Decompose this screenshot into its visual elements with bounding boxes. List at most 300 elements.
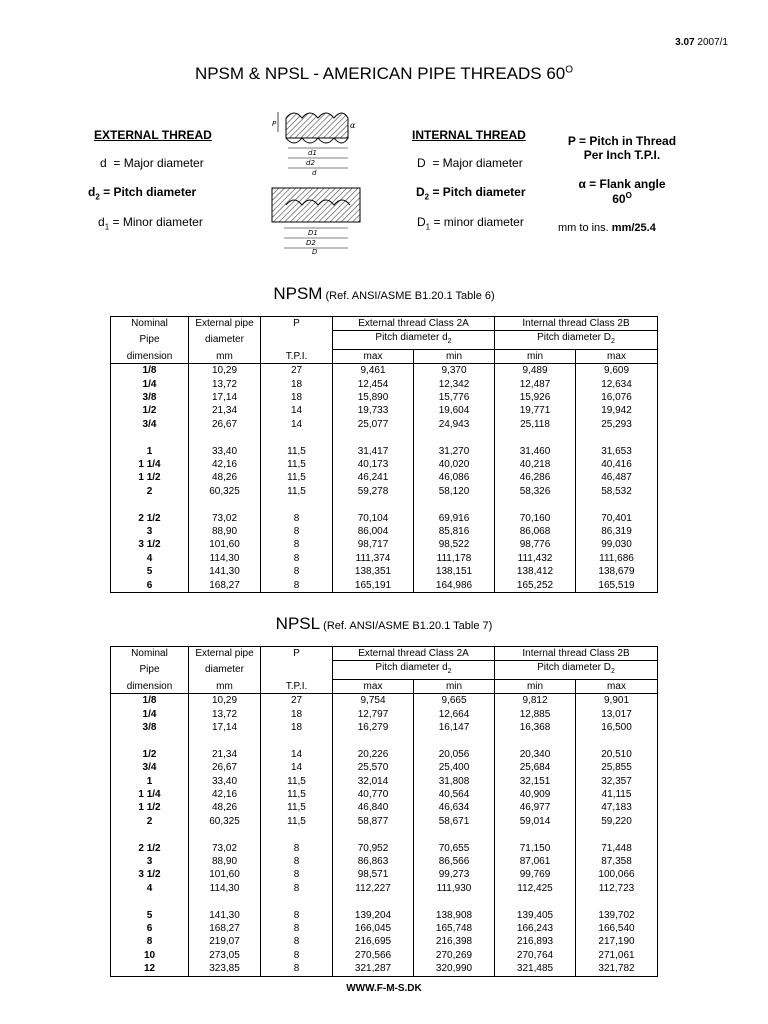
table-row bbox=[111, 815, 658, 828]
table-cell: 86,566 bbox=[414, 855, 495, 868]
table-cell: 270,269 bbox=[414, 949, 495, 962]
header-p: P bbox=[261, 317, 333, 331]
external-thread-heading: EXTERNAL THREAD bbox=[94, 128, 212, 142]
int-pitch-sub: 2 bbox=[611, 338, 615, 346]
table-row bbox=[111, 922, 658, 935]
def-major-diameter-int bbox=[417, 156, 523, 170]
table-row bbox=[111, 775, 658, 788]
pitch-note-line1: P = Pitch in Thread bbox=[567, 134, 677, 148]
table-cell: 85,816 bbox=[414, 525, 495, 538]
table-cell: 14 bbox=[261, 748, 333, 761]
table-spacer-row bbox=[111, 828, 658, 841]
table-cell bbox=[111, 828, 189, 841]
table-cell: 8 bbox=[261, 552, 333, 565]
table-cell: 1 1/2 bbox=[111, 801, 189, 814]
alpha-symbol: α bbox=[578, 177, 586, 191]
def-text: = Major diameter bbox=[425, 156, 523, 170]
table-cell: 8 bbox=[261, 868, 333, 881]
table-cell: 12,454 bbox=[333, 378, 414, 391]
header-ext-min: min bbox=[414, 679, 495, 693]
def-pitch-diameter-int bbox=[416, 185, 526, 201]
table-cell: 111,432 bbox=[495, 552, 576, 565]
table-cell: 98,522 bbox=[414, 538, 495, 551]
table-cell bbox=[111, 734, 189, 747]
table-cell: 111,686 bbox=[576, 552, 658, 565]
table-cell: 13,72 bbox=[189, 378, 261, 391]
table-cell: 9,609 bbox=[576, 364, 658, 378]
table-row bbox=[111, 949, 658, 962]
int-pitch-sub: 2 bbox=[611, 668, 615, 676]
table-cell bbox=[495, 431, 576, 444]
table-cell: 9,901 bbox=[576, 694, 658, 708]
header-tpi: T.P.I. bbox=[261, 349, 333, 363]
table-cell: 101,60 bbox=[189, 538, 261, 551]
external-thread-drawing bbox=[272, 112, 356, 177]
table-cell: 31,460 bbox=[495, 445, 576, 458]
page-number: 3.07 bbox=[675, 37, 695, 48]
table-cell bbox=[495, 828, 576, 841]
page-title bbox=[0, 64, 768, 84]
table-cell: 8 bbox=[261, 579, 333, 593]
table-row bbox=[111, 694, 658, 708]
table-row bbox=[111, 868, 658, 881]
table-cell bbox=[333, 431, 414, 444]
table-cell: 10,29 bbox=[189, 364, 261, 378]
table-cell: 2 bbox=[111, 815, 189, 828]
table-row bbox=[111, 748, 658, 761]
ext-pitch-label: Pitch diameter d bbox=[375, 662, 448, 674]
table-row bbox=[111, 935, 658, 948]
table-cell: 8 bbox=[261, 512, 333, 525]
table-cell: 26,67 bbox=[189, 418, 261, 431]
table-cell: 9,370 bbox=[414, 364, 495, 378]
table-cell: 31,270 bbox=[414, 445, 495, 458]
table-cell: 15,926 bbox=[495, 391, 576, 404]
table-cell: 17,14 bbox=[189, 721, 261, 734]
table-cell: 58,120 bbox=[414, 485, 495, 498]
int-pitch-label: Pitch diameter D bbox=[537, 662, 611, 674]
table-cell: 1/2 bbox=[111, 404, 189, 417]
table-cell: 10,29 bbox=[189, 694, 261, 708]
table-cell: 5 bbox=[111, 565, 189, 578]
table-cell bbox=[261, 498, 333, 511]
table-cell bbox=[414, 498, 495, 511]
table-cell bbox=[111, 498, 189, 511]
npsl-section-title bbox=[0, 614, 768, 634]
table-spacer-row bbox=[111, 431, 658, 444]
table-cell: 40,218 bbox=[495, 458, 576, 471]
table-cell: 216,893 bbox=[495, 935, 576, 948]
table-cell: 19,771 bbox=[495, 404, 576, 417]
table-cell: 321,287 bbox=[333, 962, 414, 976]
table-cell: 3/8 bbox=[111, 721, 189, 734]
table-cell bbox=[576, 498, 658, 511]
sub: 2 bbox=[424, 192, 430, 202]
table-cell: 70,952 bbox=[333, 842, 414, 855]
def-text: = Major diameter bbox=[106, 156, 204, 170]
table-row bbox=[111, 761, 658, 774]
table-cell: 32,151 bbox=[495, 775, 576, 788]
table-cell bbox=[333, 895, 414, 908]
diagram-label-d: d bbox=[312, 169, 317, 177]
table-cell: 59,014 bbox=[495, 815, 576, 828]
table-row bbox=[111, 525, 658, 538]
header-int-pitch bbox=[495, 661, 658, 679]
table-cell: 166,540 bbox=[576, 922, 658, 935]
table-row bbox=[111, 721, 658, 734]
table-row bbox=[111, 909, 658, 922]
internal-thread-heading: INTERNAL THREAD bbox=[412, 128, 526, 142]
header-external-pipe: External pipe bbox=[189, 647, 261, 661]
table-row bbox=[111, 538, 658, 551]
header-int-min: min bbox=[495, 679, 576, 693]
table-cell: 98,717 bbox=[333, 538, 414, 551]
table-cell: 5 bbox=[111, 909, 189, 922]
table-cell: 48,26 bbox=[189, 471, 261, 484]
table-cell: 21,34 bbox=[189, 748, 261, 761]
diagram-label-alpha: α bbox=[350, 121, 356, 130]
table-cell: 8 bbox=[261, 565, 333, 578]
table-cell: 10 bbox=[111, 949, 189, 962]
table-cell: 16,500 bbox=[576, 721, 658, 734]
table-cell: 48,26 bbox=[189, 801, 261, 814]
table-cell: 9,812 bbox=[495, 694, 576, 708]
table-cell: 58,532 bbox=[576, 485, 658, 498]
table-cell bbox=[189, 431, 261, 444]
table-cell: 166,045 bbox=[333, 922, 414, 935]
table-cell: 217,190 bbox=[576, 935, 658, 948]
flank-angle-line2 bbox=[552, 191, 692, 206]
table-cell: 165,519 bbox=[576, 579, 658, 593]
table-cell bbox=[333, 734, 414, 747]
table-cell: 87,061 bbox=[495, 855, 576, 868]
header-int-pitch bbox=[495, 331, 658, 349]
table-cell: 1/8 bbox=[111, 364, 189, 378]
table-cell: 70,160 bbox=[495, 512, 576, 525]
table-cell: 26,67 bbox=[189, 761, 261, 774]
degree-sign: O bbox=[625, 191, 632, 200]
table-cell: 8 bbox=[261, 922, 333, 935]
table-cell: 11,5 bbox=[261, 445, 333, 458]
table-cell: 3 bbox=[111, 525, 189, 538]
table-cell: 21,34 bbox=[189, 404, 261, 417]
table-cell bbox=[495, 895, 576, 908]
header-external-pipe: diameter bbox=[189, 661, 261, 679]
table-cell: 1 bbox=[111, 445, 189, 458]
ext-pitch-sub: 2 bbox=[447, 668, 452, 676]
header-int-max: max bbox=[576, 349, 658, 363]
table-cell: 11,5 bbox=[261, 471, 333, 484]
table-row bbox=[111, 552, 658, 565]
table-cell: 40,416 bbox=[576, 458, 658, 471]
table-cell bbox=[189, 895, 261, 908]
int-pitch-label: Pitch diameter D bbox=[537, 332, 611, 344]
sym-D1: D bbox=[417, 215, 426, 229]
table-row bbox=[111, 445, 658, 458]
table-cell: 15,890 bbox=[333, 391, 414, 404]
table-cell: 165,252 bbox=[495, 579, 576, 593]
table-cell: 138,151 bbox=[414, 565, 495, 578]
table-cell: 19,942 bbox=[576, 404, 658, 417]
header-nominal: Pipe bbox=[111, 661, 189, 679]
table-cell: 165,748 bbox=[414, 922, 495, 935]
header-external-class: External thread Class 2A bbox=[333, 647, 495, 661]
npsl-table bbox=[110, 646, 658, 977]
table-cell: 114,30 bbox=[189, 882, 261, 895]
table-cell: 73,02 bbox=[189, 842, 261, 855]
table-cell: 3/4 bbox=[111, 761, 189, 774]
def-text: = Pitch diameter bbox=[99, 185, 197, 199]
table-cell: 100,066 bbox=[576, 868, 658, 881]
table-cell bbox=[111, 895, 189, 908]
table-cell: 4 bbox=[111, 552, 189, 565]
table-cell: 98,571 bbox=[333, 868, 414, 881]
table-cell: 42,16 bbox=[189, 458, 261, 471]
table-cell: 8 bbox=[261, 962, 333, 976]
sym-D: D bbox=[417, 156, 426, 170]
table-cell: 12,342 bbox=[414, 378, 495, 391]
table-cell: 323,85 bbox=[189, 962, 261, 976]
page-title-degree: O bbox=[565, 64, 574, 76]
table-cell: 16,147 bbox=[414, 721, 495, 734]
table-cell: 3/8 bbox=[111, 391, 189, 404]
table-cell: 20,226 bbox=[333, 748, 414, 761]
table-cell: 25,400 bbox=[414, 761, 495, 774]
table-cell: 16,279 bbox=[333, 721, 414, 734]
table-cell: 46,286 bbox=[495, 471, 576, 484]
table-cell: 270,566 bbox=[333, 949, 414, 962]
table-cell: 141,30 bbox=[189, 909, 261, 922]
header-ext-min: min bbox=[414, 349, 495, 363]
flank-angle-note bbox=[552, 177, 692, 206]
table-cell: 14 bbox=[261, 404, 333, 417]
header-external-pipe: mm bbox=[189, 349, 261, 363]
table-cell: 11,5 bbox=[261, 788, 333, 801]
table-cell: 25,855 bbox=[576, 761, 658, 774]
table-cell: 46,241 bbox=[333, 471, 414, 484]
table-cell: 1/4 bbox=[111, 708, 189, 721]
table-cell: 216,695 bbox=[333, 935, 414, 948]
header-int-min: min bbox=[495, 349, 576, 363]
table-cell: 17,14 bbox=[189, 391, 261, 404]
npsl-reference: (Ref. ANSI/ASME B1.20.1 Table 7) bbox=[320, 620, 493, 632]
table-cell: 46,634 bbox=[414, 801, 495, 814]
table-cell: 18 bbox=[261, 378, 333, 391]
table-cell: 8 bbox=[261, 842, 333, 855]
table-cell: 60,325 bbox=[189, 485, 261, 498]
npsl-title: NPSL bbox=[275, 614, 321, 633]
table-cell: 25,118 bbox=[495, 418, 576, 431]
diagram-label-d2: d2 bbox=[306, 159, 315, 167]
sym-d: d bbox=[100, 156, 107, 170]
def-major-diameter-ext bbox=[100, 156, 204, 170]
table-cell: 111,930 bbox=[414, 882, 495, 895]
table-cell bbox=[576, 828, 658, 841]
table-cell: 11,5 bbox=[261, 801, 333, 814]
table-cell: 8 bbox=[261, 525, 333, 538]
table-cell: 46,977 bbox=[495, 801, 576, 814]
table-cell: 12,797 bbox=[333, 708, 414, 721]
table-cell: 73,02 bbox=[189, 512, 261, 525]
table-cell: 9,754 bbox=[333, 694, 414, 708]
def-text: = minor diameter bbox=[430, 215, 524, 229]
def-text: = Minor diameter bbox=[109, 215, 203, 229]
table-cell: 3 1/2 bbox=[111, 868, 189, 881]
table-row bbox=[111, 842, 658, 855]
table-cell: 31,808 bbox=[414, 775, 495, 788]
mm-text: mm to ins. bbox=[558, 222, 612, 234]
header-external-pipe: mm bbox=[189, 679, 261, 693]
table-row bbox=[111, 882, 658, 895]
header-nominal: dimension bbox=[111, 679, 189, 693]
table-cell: 59,278 bbox=[333, 485, 414, 498]
table-cell: 71,150 bbox=[495, 842, 576, 855]
flank-angle-line1 bbox=[552, 177, 692, 191]
table-spacer-row bbox=[111, 895, 658, 908]
table-cell: 16,076 bbox=[576, 391, 658, 404]
table-cell: 168,27 bbox=[189, 922, 261, 935]
table-cell: 99,273 bbox=[414, 868, 495, 881]
table-cell: 58,877 bbox=[333, 815, 414, 828]
table-cell bbox=[261, 734, 333, 747]
table-cell: 8 bbox=[261, 909, 333, 922]
header-p-blank bbox=[261, 661, 333, 679]
npsm-title: NPSM bbox=[273, 284, 323, 303]
table-cell: 47,183 bbox=[576, 801, 658, 814]
page-date: 2007/1 bbox=[697, 37, 728, 48]
header-int-max: max bbox=[576, 679, 658, 693]
table-cell: 138,679 bbox=[576, 565, 658, 578]
header-nominal: Nominal bbox=[111, 317, 189, 331]
table-cell: 112,227 bbox=[333, 882, 414, 895]
table-cell: 71,448 bbox=[576, 842, 658, 855]
table-cell: 4 bbox=[111, 882, 189, 895]
table-cell: 27 bbox=[261, 364, 333, 378]
table-cell: 9,489 bbox=[495, 364, 576, 378]
npsm-section-title bbox=[0, 284, 768, 304]
diagram-label-p: P bbox=[272, 120, 277, 128]
table-cell: 18 bbox=[261, 391, 333, 404]
table-row bbox=[111, 391, 658, 404]
table-cell: 1/4 bbox=[111, 378, 189, 391]
table-cell: 40,564 bbox=[414, 788, 495, 801]
table-cell: 11,5 bbox=[261, 775, 333, 788]
table-cell: 320,990 bbox=[414, 962, 495, 976]
table-row bbox=[111, 404, 658, 417]
table-cell bbox=[189, 828, 261, 841]
table-cell: 8 bbox=[261, 935, 333, 948]
header-ext-max: max bbox=[333, 679, 414, 693]
def-text: = Pitch diameter bbox=[429, 185, 526, 199]
table-cell: 8 bbox=[261, 949, 333, 962]
table-cell: 219,07 bbox=[189, 935, 261, 948]
table-cell: 27 bbox=[261, 694, 333, 708]
table-cell: 271,061 bbox=[576, 949, 658, 962]
table-cell: 86,863 bbox=[333, 855, 414, 868]
table-cell: 40,909 bbox=[495, 788, 576, 801]
table-cell: 1/8 bbox=[111, 694, 189, 708]
table-cell: 24,943 bbox=[414, 418, 495, 431]
table-row bbox=[111, 418, 658, 431]
diagram-label-d1: d1 bbox=[308, 149, 317, 157]
table-cell: 12,487 bbox=[495, 378, 576, 391]
header-internal-class: Internal thread Class 2B bbox=[495, 647, 658, 661]
table-cell: 42,16 bbox=[189, 788, 261, 801]
table-cell: 58,326 bbox=[495, 485, 576, 498]
ext-pitch-label: Pitch diameter d bbox=[375, 332, 448, 344]
table-cell bbox=[414, 895, 495, 908]
table-cell: 13,017 bbox=[576, 708, 658, 721]
table-cell: 58,671 bbox=[414, 815, 495, 828]
table-cell: 216,398 bbox=[414, 935, 495, 948]
table-cell: 3 1/2 bbox=[111, 538, 189, 551]
table-cell: 59,220 bbox=[576, 815, 658, 828]
table-cell bbox=[333, 828, 414, 841]
table-cell: 112,425 bbox=[495, 882, 576, 895]
table-cell: 2 bbox=[111, 485, 189, 498]
internal-thread-drawing bbox=[272, 188, 360, 254]
sym-D2: D bbox=[416, 185, 425, 199]
table-cell: 166,243 bbox=[495, 922, 576, 935]
header-nominal: Pipe bbox=[111, 331, 189, 349]
table-cell: 25,077 bbox=[333, 418, 414, 431]
header-p-blank bbox=[261, 331, 333, 349]
table-row bbox=[111, 788, 658, 801]
table-cell: 1 1/4 bbox=[111, 458, 189, 471]
table-cell: 12 bbox=[111, 962, 189, 976]
diagram-label-D1: D1 bbox=[308, 229, 318, 237]
table-cell: 20,056 bbox=[414, 748, 495, 761]
table-cell: 1 bbox=[111, 775, 189, 788]
table-cell: 40,173 bbox=[333, 458, 414, 471]
table-cell: 99,769 bbox=[495, 868, 576, 881]
table-cell: 139,204 bbox=[333, 909, 414, 922]
table-cell bbox=[261, 895, 333, 908]
table-cell: 20,510 bbox=[576, 748, 658, 761]
table-row bbox=[111, 565, 658, 578]
def-minor-diameter-ext bbox=[98, 215, 203, 231]
page-title-text: NPSM & NPSL - AMERICAN PIPE THREADS 60 bbox=[194, 64, 566, 83]
table-cell: 25,684 bbox=[495, 761, 576, 774]
table-cell bbox=[189, 498, 261, 511]
ext-pitch-sub: 2 bbox=[447, 338, 452, 346]
table-cell: 41,115 bbox=[576, 788, 658, 801]
header-ext-pitch bbox=[333, 331, 495, 349]
table-cell: 18 bbox=[261, 721, 333, 734]
table-row bbox=[111, 458, 658, 471]
table-row bbox=[111, 801, 658, 814]
table-cell: 270,764 bbox=[495, 949, 576, 962]
table-cell: 8 bbox=[111, 935, 189, 948]
table-cell bbox=[414, 431, 495, 444]
table-cell bbox=[189, 734, 261, 747]
sym-d2: d bbox=[88, 185, 96, 199]
header-internal-class: Internal thread Class 2B bbox=[495, 317, 658, 331]
table-cell: 19,733 bbox=[333, 404, 414, 417]
def-pitch-diameter-ext bbox=[88, 185, 196, 201]
table-cell: 112,723 bbox=[576, 882, 658, 895]
table-cell: 86,319 bbox=[576, 525, 658, 538]
table-cell: 273,05 bbox=[189, 949, 261, 962]
page-reference bbox=[675, 37, 728, 48]
pitch-note-line2: Per Inch T.P.I. bbox=[583, 148, 661, 162]
table-cell: 2 1/2 bbox=[111, 842, 189, 855]
table-row bbox=[111, 962, 658, 976]
table-cell: 18 bbox=[261, 708, 333, 721]
table-cell: 139,702 bbox=[576, 909, 658, 922]
table-cell: 88,90 bbox=[189, 855, 261, 868]
table-cell: 14 bbox=[261, 418, 333, 431]
